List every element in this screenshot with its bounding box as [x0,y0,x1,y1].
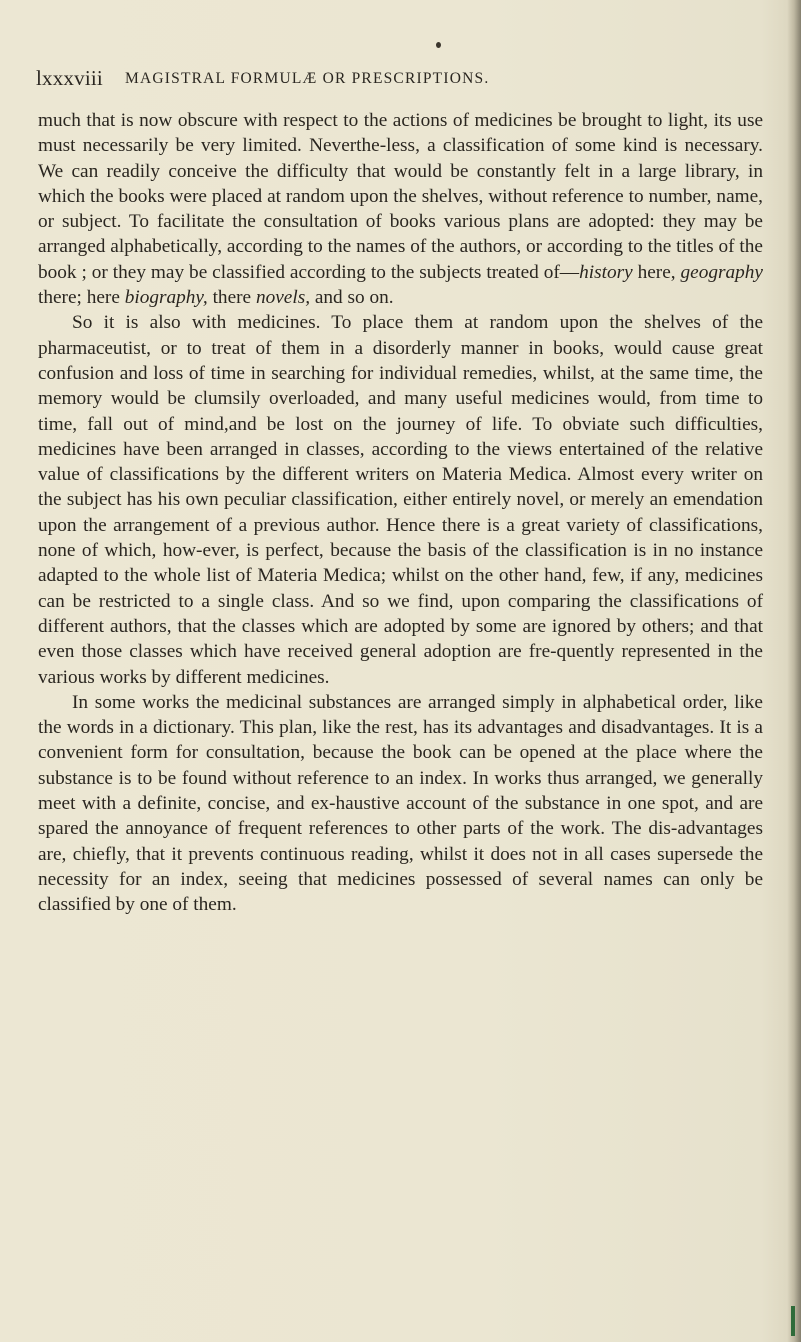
ink-dot [436,42,441,48]
emphasis-novels: novels, [255,287,311,309]
body-text [38,108,763,918]
page-edge-shadow [787,0,801,1342]
paragraph-1: much that is now obscure with respect to the actions of medicines be brought to light, its use must necessarily be very limited. Neverthe-less, a classification of some kind is necessary. We can readily conceive the difficulty that would be constantly felt in a large library, in which the books were placed at random upon the shelves, without reference to number, name, or subject. To facilitate the consultation of books various plans are adopted: they may be arranged alphabetically, according to the names of the authors, or according to the titles of the book ; or they may be classified according to the subjects treated of—history here, geography there; here biography, there novels, and so on. [38,110,763,309]
corner-mark [791,1306,795,1336]
paragraph-2: So it is also with medicines. To place them at random upon the shelves of the pharmaceutist, or to treat of them in a disorderly manner in books, would cause great confusion and loss of time in searching for individual remedies, whilst, at the same time, the memory would be clumsily overloaded, and many useful medicines would, from time to time, fall out of mind,and be lost on the journey of life. To obviate such difficulties, medicines have been arranged in classes, according to the views entertained of the relative value of classifications by the different writers on Materia Medica. Almost every writer on the subject has his own peculiar classification, either entirely novel, or merely an emendation upon the arrangement of a previous author. Hence there is a great variety of classifications, none of which, how-ever, is perfect, because the basis of the classification is in no instance adapted to the whole list of Materia Medica; whilst on the other hand, few, if any, medicines can be restricted to a single class. And so we find, upon comparing the classifications of different authors, that the classes which are adopted by some are ignored by others; and that even those classes which have received general adoption are fre-quently represented in the various works by different medicines. [38,312,763,688]
page-number: lxxxviii [36,66,103,90]
emphasis-biography: biography, [124,287,208,309]
emphasis-history: history [579,261,633,283]
running-head [36,66,756,91]
emphasis-geography: geography [680,261,763,283]
running-title: MAGISTRAL FORMULÆ OR PRESCRIPTIONS. [125,70,490,87]
paragraph-3: In some works the medicinal substances are arranged simply in alphabetical order, like the words in a dictionary. This plan, like the rest, has its advantages and disadvantages. It is a convenient form for consultation, because the book can be opened at the place where the substance is to be found without reference to an index. In works thus arranged, we generally meet with a definite, concise, and ex-haustive account of the substance in one spot, and are spared the annoyance of frequent references to other parts of the work. The dis-advantages are, chiefly, that it prevents continuous reading, whilst it does not in all cases supersede the necessity for an index, seeing that medicines possessed of several names can only be classified by one of them. [38,691,763,916]
